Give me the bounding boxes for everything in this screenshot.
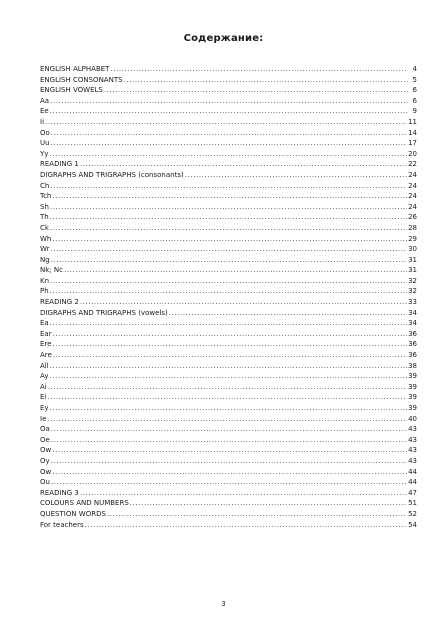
toc-entry [40, 308, 417, 319]
toc-dot-leader [52, 339, 407, 350]
toc-entry-page-number: 43 [408, 435, 417, 444]
toc-dot-leader [51, 138, 408, 149]
toc-dot-leader [110, 64, 408, 75]
toc-entry-label: Ck [40, 223, 49, 232]
toc-entry-page-number: 29 [408, 234, 417, 243]
toc-entry-label: Aa [40, 96, 50, 105]
toc-entry-label: Ere [40, 340, 52, 349]
toc-entry-page-number: 11 [408, 117, 417, 126]
toc-entry-page-number: 39 [408, 372, 417, 381]
toc-entry [40, 96, 417, 107]
toc-entry-label: Ph [40, 287, 49, 296]
toc-entry-label: ENGLISH VOWELS [40, 86, 103, 95]
toc-entry-label: Ear [40, 329, 52, 338]
toc-dot-leader [53, 350, 407, 361]
toc-entry [40, 509, 417, 520]
toc-entry-page-number: 32 [408, 276, 417, 285]
table-of-contents [40, 64, 417, 530]
toc-dot-leader [50, 276, 407, 287]
toc-entry [40, 64, 417, 75]
toc-entry [40, 318, 417, 329]
toc-entry-page-number: 17 [408, 139, 417, 148]
toc-entry-page-number: 31 [408, 255, 417, 264]
toc-dot-leader [51, 456, 407, 467]
toc-entry-page-number: 36 [408, 340, 417, 349]
toc-dot-leader [104, 85, 408, 96]
toc-dot-leader [51, 477, 407, 488]
toc-dot-leader [80, 488, 407, 499]
toc-dot-leader [85, 520, 407, 531]
toc-dot-leader [51, 435, 407, 446]
toc-dot-leader [50, 106, 408, 117]
toc-entry-page-number: 44 [408, 467, 417, 476]
toc-entry [40, 350, 417, 361]
toc-entry [40, 329, 417, 340]
toc-entry-page-number: 40 [408, 414, 417, 423]
toc-dot-leader [80, 159, 407, 170]
toc-entry [40, 392, 417, 403]
toc-entry-label: Ng [40, 255, 50, 264]
toc-entry [40, 212, 417, 223]
toc-entry [40, 191, 417, 202]
toc-entry-page-number: 32 [408, 287, 417, 296]
toc-entry-page-number: 26 [408, 213, 417, 222]
toc-entry-label: Ii [40, 117, 45, 126]
toc-entry-page-number: 38 [408, 361, 417, 370]
toc-dot-leader [50, 286, 407, 297]
toc-entry [40, 138, 417, 149]
toc-entry-page-number: 43 [408, 446, 417, 455]
toc-entry-page-number: 24 [408, 192, 417, 201]
toc-dot-leader [48, 382, 407, 393]
toc-entry-label: Ai [40, 382, 47, 391]
toc-dot-leader [124, 75, 408, 86]
toc-entry [40, 382, 417, 393]
toc-dot-leader [49, 149, 407, 160]
toc-entry-label: Ow [40, 467, 52, 476]
toc-entry-label: Oo [40, 128, 50, 137]
toc-entry-label: QUESTION WORDS [40, 509, 106, 518]
toc-dot-leader [107, 509, 407, 520]
toc-entry [40, 445, 417, 456]
toc-entry-page-number: 24 [408, 170, 417, 179]
toc-entry [40, 467, 417, 478]
toc-dot-leader [52, 191, 407, 202]
toc-entry-page-number: 14 [408, 128, 417, 137]
toc-entry [40, 339, 417, 350]
toc-entry-label: Are [40, 351, 52, 360]
toc-entry-label: Wr [40, 245, 50, 254]
toc-dot-leader [169, 308, 407, 319]
toc-entry-label: ENGLISH CONSONANTS [40, 75, 123, 84]
toc-entry-page-number: 6 [412, 96, 417, 105]
toc-entry-page-number: 9 [412, 107, 417, 116]
toc-entry-page-number: 39 [408, 382, 417, 391]
toc-entry [40, 297, 417, 308]
toc-entry [40, 488, 417, 499]
toc-dot-leader [50, 181, 407, 192]
toc-dot-leader [80, 297, 407, 308]
toc-entry [40, 181, 417, 192]
toc-dot-leader [130, 498, 407, 509]
toc-entry [40, 117, 417, 128]
toc-entry-label: READING 2 [40, 298, 79, 307]
toc-entry-page-number: 24 [408, 181, 417, 190]
toc-dot-leader [50, 361, 407, 372]
toc-entry [40, 223, 417, 234]
toc-entry-label: READING 3 [40, 488, 79, 497]
toc-entry-page-number: 52 [408, 509, 417, 518]
toc-entry-page-number: 39 [408, 393, 417, 402]
toc-entry [40, 170, 417, 181]
toc-entry-label: Wh [40, 234, 52, 243]
toc-entry-page-number: 39 [408, 404, 417, 412]
toc-entry [40, 244, 417, 255]
toc-entry-page-number: 31 [408, 266, 417, 275]
toc-entry-page-number: 34 [408, 319, 417, 328]
toc-dot-leader [47, 414, 407, 425]
toc-entry-page-number: 4 [412, 65, 417, 73]
toc-entry [40, 202, 417, 213]
toc-entry-page-number: 51 [408, 499, 417, 508]
toc-entry [40, 149, 417, 160]
toc-entry-label: Ch [40, 181, 50, 190]
toc-dot-leader [64, 265, 407, 276]
toc-entry [40, 477, 417, 488]
toc-dot-leader [50, 96, 408, 107]
toc-dot-leader [50, 223, 407, 234]
toc-entry-label: Ay [40, 372, 49, 381]
page-title: Содержание: [183, 33, 264, 44]
toc-entry-page-number: 6 [412, 86, 417, 95]
toc-entry-label: Tch [40, 192, 52, 201]
toc-entry-label: Th [40, 213, 49, 222]
toc-entry-label: DIGRAPHS AND TRIGRAPHS (consonants) [40, 170, 184, 179]
toc-entry-page-number: 24 [408, 202, 417, 211]
toc-entry-page-number: 22 [408, 160, 417, 169]
toc-entry-page-number: 28 [408, 223, 417, 232]
toc-dot-leader [52, 467, 407, 478]
toc-dot-leader [52, 234, 407, 245]
toc-dot-leader [47, 392, 407, 403]
toc-entry-label: COLOURS AND NUMBERS [40, 499, 129, 508]
toc-dot-leader [51, 128, 407, 139]
toc-entry-label: For teachers [40, 520, 84, 529]
toc-entry-label: Sh [40, 202, 49, 211]
toc-entry-page-number: 36 [408, 329, 417, 338]
toc-entry [40, 361, 417, 372]
toc-dot-leader [51, 244, 408, 255]
toc-dot-leader [50, 212, 407, 223]
toc-entry-page-number: 43 [408, 425, 417, 434]
toc-entry-page-number: 54 [408, 520, 417, 529]
toc-entry [40, 371, 417, 382]
toc-entry [40, 520, 417, 531]
toc-dot-leader [52, 445, 407, 456]
toc-entry [40, 456, 417, 467]
toc-dot-leader [51, 255, 407, 266]
toc-dot-leader [185, 170, 407, 181]
toc-dot-leader [45, 117, 407, 128]
toc-entry [40, 414, 417, 425]
toc-entry [40, 255, 417, 266]
toc-entry-label: Oe [40, 435, 50, 444]
toc-entry-label: Yy [40, 149, 49, 158]
toc-entry [40, 106, 417, 117]
toc-entry-label: Uu [40, 139, 50, 148]
toc-entry-page-number: 34 [408, 308, 417, 317]
toc-entry-label: ENGLISH ALPHABET [40, 65, 110, 73]
toc-entry-label: Ea [40, 319, 49, 328]
toc-entry-page-number: 20 [408, 149, 417, 158]
toc-entry-label: Kn [40, 276, 50, 285]
toc-dot-leader [50, 202, 407, 213]
toc-entry [40, 159, 417, 170]
toc-entry-label: Ee [40, 107, 49, 116]
toc-entry-page-number: 30 [408, 245, 417, 254]
toc-entry [40, 424, 417, 435]
toc-dot-leader [51, 424, 407, 435]
toc-entry-label: Ou [40, 478, 50, 487]
page-number: 3 [221, 600, 226, 608]
toc-entry [40, 85, 417, 96]
toc-entry-label: DIGRAPHS AND TRIGRAPHS (vowels) [40, 308, 168, 317]
toc-entry-label: Ey [40, 404, 49, 412]
toc-entry [40, 403, 417, 414]
toc-entry-label: Oy [40, 456, 50, 465]
toc-entry-label: Ei [40, 393, 47, 402]
toc-dot-leader [50, 403, 408, 414]
toc-entry-page-number: 33 [408, 298, 417, 307]
toc-entry-label: Oa [40, 425, 50, 434]
toc-entry-label: Ie [40, 414, 47, 423]
toc-entry-label: READING 1 [40, 160, 79, 169]
toc-entry [40, 435, 417, 446]
toc-entry [40, 75, 417, 86]
toc-entry [40, 128, 417, 139]
toc-entry [40, 498, 417, 509]
toc-entry [40, 286, 417, 297]
toc-entry-label: All [40, 361, 49, 370]
toc-dot-leader [53, 329, 407, 340]
toc-entry [40, 276, 417, 287]
toc-entry-label: Nk; Nc [40, 266, 63, 275]
toc-entry-page-number: 44 [408, 478, 417, 487]
toc-dot-leader [50, 318, 407, 329]
toc-entry-page-number: 5 [412, 75, 417, 84]
toc-entry-label: Ow [40, 446, 52, 455]
toc-entry [40, 265, 417, 276]
toc-entry-page-number: 36 [408, 351, 417, 360]
toc-entry [40, 234, 417, 245]
toc-entry-page-number: 43 [408, 456, 417, 465]
toc-dot-leader [49, 371, 407, 382]
toc-entry-page-number: 47 [408, 488, 417, 497]
